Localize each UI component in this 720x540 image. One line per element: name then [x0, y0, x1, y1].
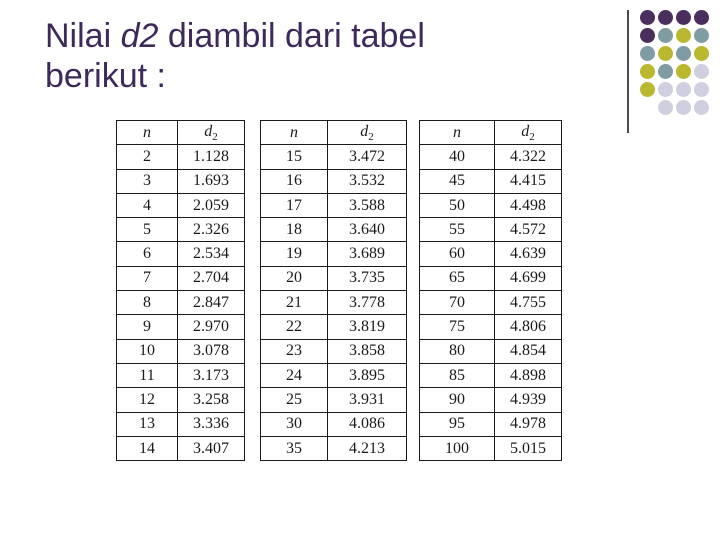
cell-d2: 3.078 [178, 339, 245, 363]
cell-d2: 3.336 [178, 412, 245, 436]
cell-d2: 4.939 [495, 388, 562, 412]
cell-d2: 3.895 [328, 363, 407, 387]
table-row [117, 339, 245, 363]
table-row [261, 266, 407, 290]
cell-n: 4 [117, 193, 178, 217]
cell-n: 35 [261, 436, 328, 460]
cell-n: 100 [420, 436, 495, 460]
cell-d2: 4.498 [495, 193, 562, 217]
cell-d2: 1.693 [178, 169, 245, 193]
table-row [420, 388, 562, 412]
cell-n: 3 [117, 169, 178, 193]
decorative-dot [676, 46, 691, 61]
cell-n: 90 [420, 388, 495, 412]
table-row [420, 169, 562, 193]
header-d2 [178, 121, 245, 145]
title-line-1 [45, 16, 425, 56]
table-row [420, 218, 562, 242]
header-n: n [117, 121, 178, 145]
cell-n: 8 [117, 291, 178, 315]
table-row [420, 412, 562, 436]
table-row [420, 363, 562, 387]
cell-d2: 3.931 [328, 388, 407, 412]
decorative-dot [676, 28, 691, 43]
cell-d2: 2.326 [178, 218, 245, 242]
cell-n: 6 [117, 242, 178, 266]
title-text-part2: diambil dari tabel [158, 17, 425, 55]
cell-d2: 4.572 [495, 218, 562, 242]
cell-n: 25 [261, 388, 328, 412]
header-d-subscript: 2 [368, 131, 374, 144]
table-row [420, 339, 562, 363]
table-row [117, 169, 245, 193]
table-row [117, 363, 245, 387]
header-n: n [261, 121, 328, 145]
cell-n: 40 [420, 145, 495, 169]
table-row [420, 193, 562, 217]
table-row [420, 266, 562, 290]
cell-n: 22 [261, 315, 328, 339]
header-d-letter: d [360, 123, 369, 141]
table-row [420, 291, 562, 315]
cell-n: 21 [261, 291, 328, 315]
table-row [117, 436, 245, 460]
table-row [420, 145, 562, 169]
table-row [117, 266, 245, 290]
decorative-dot [694, 100, 709, 115]
decorative-dot [658, 64, 673, 79]
decorative-dot [640, 10, 655, 25]
cell-n: 20 [261, 266, 328, 290]
decorative-dot [676, 100, 691, 115]
cell-n: 10 [117, 339, 178, 363]
cell-n: 9 [117, 315, 178, 339]
table-row [261, 436, 407, 460]
table-row [261, 315, 407, 339]
cell-n: 11 [117, 363, 178, 387]
cell-d2: 3.588 [328, 193, 407, 217]
cell-d2: 4.806 [495, 315, 562, 339]
cell-d2: 2.970 [178, 315, 245, 339]
cell-d2: 4.978 [495, 412, 562, 436]
cell-d2: 3.472 [328, 145, 407, 169]
table-row [117, 193, 245, 217]
cell-d2: 3.858 [328, 339, 407, 363]
cell-n: 24 [261, 363, 328, 387]
decorative-dot [676, 10, 691, 25]
cell-n: 55 [420, 218, 495, 242]
cell-n: 80 [420, 339, 495, 363]
cell-d2: 4.755 [495, 291, 562, 315]
header-d-letter: d [521, 123, 530, 141]
decorative-dot [694, 10, 709, 25]
header-d-subscript: 2 [212, 131, 218, 144]
cell-n: 18 [261, 218, 328, 242]
header-d-letter: d [204, 123, 213, 141]
decorative-dot [676, 64, 691, 79]
cell-n: 50 [420, 193, 495, 217]
d2-table-2 [260, 120, 407, 461]
table-row [117, 315, 245, 339]
title-text-part1: Nilai [45, 17, 121, 55]
header-n: n [420, 121, 495, 145]
table-row [261, 145, 407, 169]
cell-d2: 2.059 [178, 193, 245, 217]
decorative-dot [640, 82, 655, 97]
cell-d2: 3.689 [328, 242, 407, 266]
decorative-dot [640, 64, 655, 79]
cell-d2: 4.699 [495, 266, 562, 290]
cell-d2: 2.847 [178, 291, 245, 315]
cell-d2: 5.015 [495, 436, 562, 460]
table-row [117, 291, 245, 315]
cell-d2: 3.778 [328, 291, 407, 315]
cell-n: 23 [261, 339, 328, 363]
decorative-dot [658, 46, 673, 61]
cell-n: 95 [420, 412, 495, 436]
cell-d2: 4.322 [495, 145, 562, 169]
decorative-divider [627, 10, 629, 133]
cell-n: 85 [420, 363, 495, 387]
cell-d2: 3.532 [328, 169, 407, 193]
cell-n: 13 [117, 412, 178, 436]
table-row [261, 291, 407, 315]
header-d-subscript: 2 [529, 131, 535, 144]
cell-n: 45 [420, 169, 495, 193]
decorative-dot [640, 46, 655, 61]
cell-n: 5 [117, 218, 178, 242]
table-row [420, 436, 562, 460]
cell-d2: 3.735 [328, 266, 407, 290]
cell-d2: 3.173 [178, 363, 245, 387]
cell-n: 75 [420, 315, 495, 339]
header-d2 [328, 121, 407, 145]
table-row [261, 339, 407, 363]
cell-d2: 4.213 [328, 436, 407, 460]
table-row [117, 388, 245, 412]
decorative-dot [658, 10, 673, 25]
cell-d2: 2.704 [178, 266, 245, 290]
decorative-dot [658, 28, 673, 43]
cell-n: 14 [117, 436, 178, 460]
cell-n: 65 [420, 266, 495, 290]
decorative-dot [658, 100, 673, 115]
cell-d2: 4.415 [495, 169, 562, 193]
cell-d2: 3.258 [178, 388, 245, 412]
table-row [261, 218, 407, 242]
cell-d2: 4.639 [495, 242, 562, 266]
cell-n: 30 [261, 412, 328, 436]
table-row [117, 145, 245, 169]
decorative-dot [694, 46, 709, 61]
title-italic-d2: d2 [120, 17, 159, 55]
decorative-dot [694, 28, 709, 43]
cell-n: 12 [117, 388, 178, 412]
cell-n: 15 [261, 145, 328, 169]
cell-d2: 3.640 [328, 218, 407, 242]
table-row [261, 388, 407, 412]
cell-d2: 4.854 [495, 339, 562, 363]
cell-d2: 2.534 [178, 242, 245, 266]
cell-d2: 3.819 [328, 315, 407, 339]
table-row [117, 218, 245, 242]
table-row [420, 315, 562, 339]
cell-d2: 1.128 [178, 145, 245, 169]
slide-title [45, 16, 425, 96]
table-row [261, 363, 407, 387]
table-row [261, 193, 407, 217]
table-row [117, 412, 245, 436]
table-row [261, 169, 407, 193]
title-line-2: berikut : [45, 57, 166, 95]
decorative-dot [658, 82, 673, 97]
cell-n: 16 [261, 169, 328, 193]
table-row [261, 412, 407, 436]
decorative-dot [676, 82, 691, 97]
d2-table-3 [419, 120, 562, 461]
cell-n: 60 [420, 242, 495, 266]
d2-table-1 [116, 120, 245, 461]
cell-n: 17 [261, 193, 328, 217]
table-row [420, 242, 562, 266]
table-row [261, 242, 407, 266]
cell-d2: 4.898 [495, 363, 562, 387]
decorative-dot [694, 64, 709, 79]
header-d2 [495, 121, 562, 145]
decorative-dot [640, 28, 655, 43]
cell-d2: 3.407 [178, 436, 245, 460]
cell-d2: 4.086 [328, 412, 407, 436]
decorative-dot [694, 82, 709, 97]
cell-n: 19 [261, 242, 328, 266]
cell-n: 70 [420, 291, 495, 315]
cell-n: 7 [117, 266, 178, 290]
table-row [117, 242, 245, 266]
cell-n: 2 [117, 145, 178, 169]
